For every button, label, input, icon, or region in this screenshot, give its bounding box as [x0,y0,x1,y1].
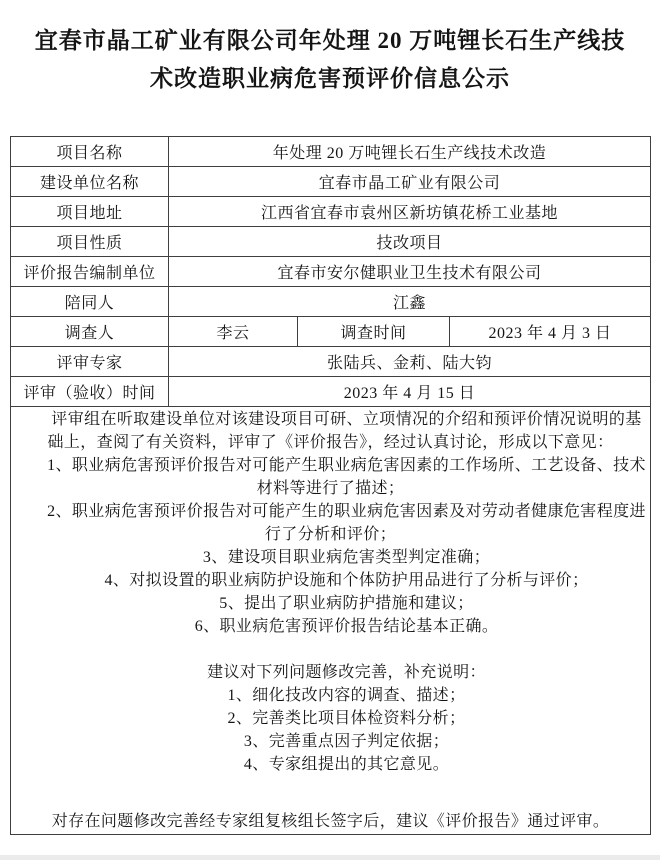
suggestion-header: 建议对下列问题修改完善，补充说明： [207,664,486,681]
review-intro: 评审组在听取建设单位对该建设项目可研、立项情况的介绍和预评价情况说明的基础上，查阅了有关资料，评审了《评价报告》，经过认真讨论，形成以下意见： [47,411,642,451]
suggestion-item-3: 3、完善重点因子判定依据； [243,733,450,750]
value-accompanying-person: 江鑫 [169,287,651,317]
finding-item-5: 5、提出了职业病防护措施和建议； [219,595,474,612]
page-title-line-2: 术改造职业病危害预评价信息公示 [150,66,510,91]
table-row-project-name [11,137,651,167]
label-accompanying-person: 陪同人 [11,287,169,317]
suggestion-item-4: 4、专家组提出的其它意见。 [243,756,450,773]
review-opinion-cell [11,407,651,835]
label-investigator: 调查人 [11,317,169,347]
value-review-experts: 张陆兵、金莉、陆大钧 [169,347,651,377]
page-bottom-edge [0,855,660,860]
table-row-review-experts [11,347,651,377]
page-title-line-1: 宜春市晶工矿业有限公司年处理 20 万吨锂长石生产线技 [34,28,626,53]
table-row-project-address [11,197,651,227]
conclusion-text: 对存在问题修改完善经专家组复核组长签字后，建议《评价报告》通过评审。 [51,813,610,830]
label-construction-unit: 建设单位名称 [11,167,169,197]
value-project-nature: 技改项目 [169,227,651,257]
label-project-nature: 项目性质 [11,227,169,257]
finding-item-4: 4、对拟设置的职业病防护设施和个体防护用品进行了分析与评价； [104,572,589,589]
suggestion-item-2: 2、完善类比项目体检资料分析； [227,710,466,727]
table-row-construction-unit [11,167,651,197]
table-row-review-time [11,377,651,407]
label-report-compiler: 评价报告编制单位 [11,257,169,287]
value-report-compiler: 宜春市安尔健职业卫生技术有限公司 [169,257,651,287]
label-review-time: 评审（验收）时间 [11,377,169,407]
value-project-name: 年处理 20 万吨锂长石生产线技术改造 [169,137,651,167]
label-project-name: 项目名称 [11,137,169,167]
page-title [0,0,660,98]
value-construction-unit: 宜春市晶工矿业有限公司 [169,167,651,197]
suggestion-item-1: 1、细化技改内容的调查、描述； [227,687,466,704]
table-row-report-compiler [11,257,651,287]
finding-item-1: 1、职业病危害预评价报告对可能产生职业病危害因素的工作场所、工艺设备、技术材料等进行了描述； [47,457,646,497]
finding-item-3: 3、建设项目职业病危害类型判定准确； [202,549,491,566]
label-review-experts: 评审专家 [11,347,169,377]
label-investigation-time: 调查时间 [298,317,450,347]
value-investigation-time: 2023 年 4 月 3 日 [450,317,651,347]
finding-item-2: 2、职业病危害预评价报告对可能产生的职业病危害因素及对劳动者健康危害程度进行了分析和评价； [47,503,646,543]
value-investigator: 李云 [169,317,298,347]
table-row-accompanying-person [11,287,651,317]
info-table [10,136,651,835]
table-row-review-opinion [11,407,651,835]
table-row-investigator [11,317,651,347]
label-project-address: 项目地址 [11,197,169,227]
value-project-address: 江西省宜春市袁州区新坊镇花桥工业基地 [169,197,651,227]
finding-item-6: 6、职业病危害预评价报告结论基本正确。 [194,618,499,635]
table-row-project-nature [11,227,651,257]
value-review-time: 2023 年 4 月 15 日 [169,377,651,407]
